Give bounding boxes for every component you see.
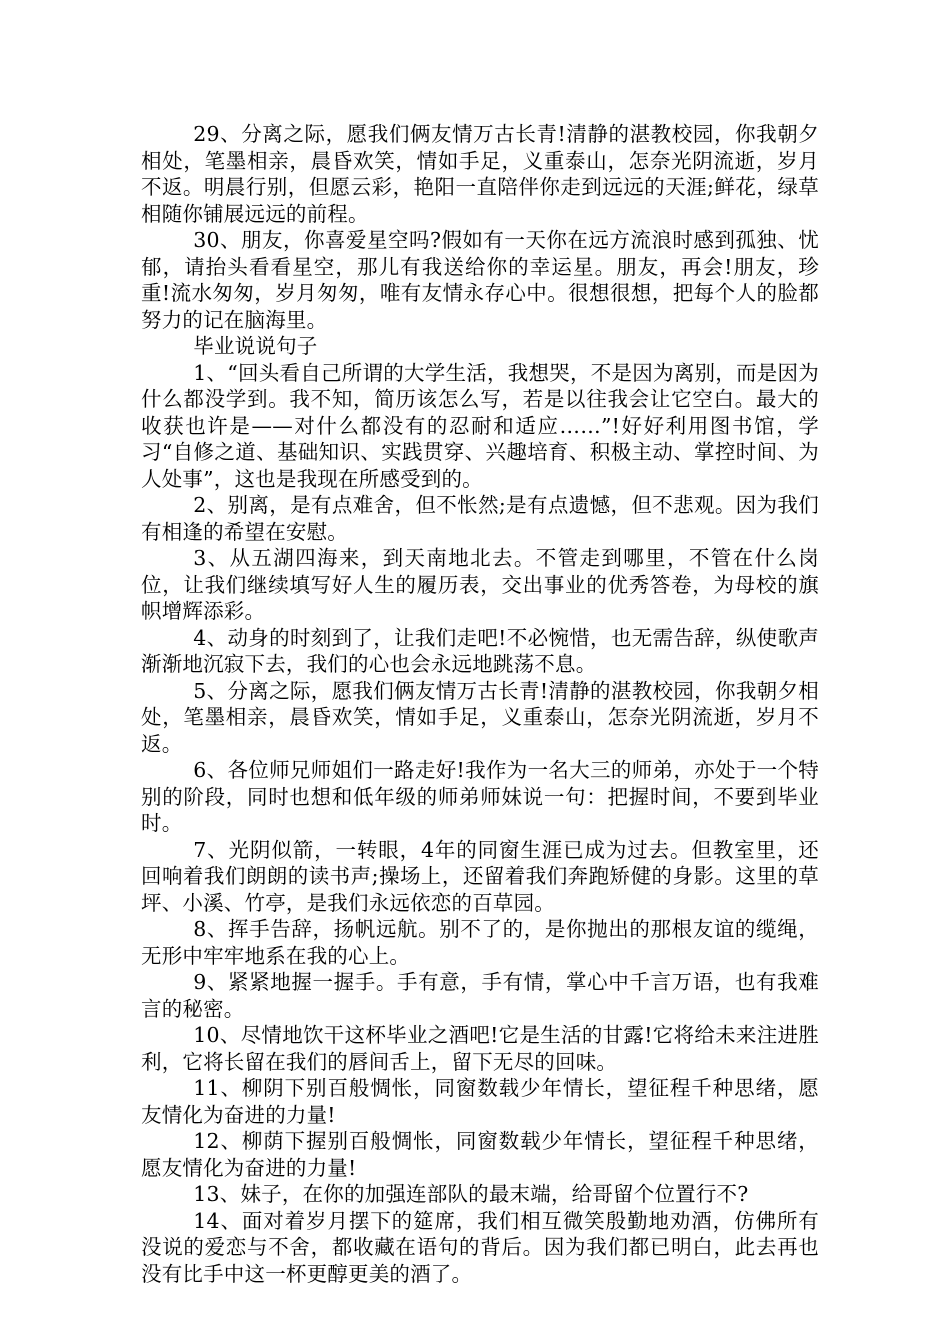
paragraph-13: 13、妹子，在你的加强连部队的最末端，给哥留个位置行不? xyxy=(193,1182,749,1206)
paragraph-30: 30、朋友，你喜爱星空吗?假如有一天你在远方流浪时感到孤独、忧郁，请抬头看看星空，那儿有我送给你的幸运星。朋友，再会!朋友，珍重!流水匆匆，岁月匆匆，唯有友情永存心中。很想很想，把每个人的脸都努力的记在脑海里。 xyxy=(141,228,819,332)
paragraph-5: 5、分离之际，愿我们俩友情万古长青!清静的湛教校园，你我朝夕相处，笔墨相亲，晨昏欢笑，情如手足，义重泰山，怎奈光阴流逝，岁月不返。 xyxy=(141,678,819,756)
section-heading: 毕业说说句子 xyxy=(193,334,318,358)
paragraph-29: 29、分离之际，愿我们俩友情万古长青!清静的湛教校园，你我朝夕相处，笔墨相亲，晨昏欢笑，情如手足，义重泰山，怎奈光阴流逝，岁月不返。明晨行别，但愿云彩，艳阳一直陪伴你走到远远的天涯;鲜花，绿草相随你铺展远远的前程。 xyxy=(141,122,819,226)
paragraph-2: 2、别离，是有点难舍，但不怅然;是有点遗憾，但不悲观。因为我们有相逢的希望在安慰。 xyxy=(141,493,819,544)
document-body xyxy=(141,121,819,1287)
paragraph-8: 8、挥手告辞，扬帆远航。别不了的，是你抛出的那根友谊的缆绳，无形中牢牢地系在我的心上。 xyxy=(141,917,819,968)
paragraph-1: 1、“回头看自己所谓的大学生活，我想哭，不是因为离别，而是因为什么都没学到。我不知，简历该怎么写，若是以往我会让它空白。最大的收获也许是——对什么都没有的忍耐和适应……”!好好利用图书馆，学习“自修之道、基础知识、实践贯穿、兴趣培育、积极主动、掌控时间、为人处事”，这也是我现在所感受到的。 xyxy=(141,360,819,491)
paragraph-11: 11、柳阴下别百般惆怅，同窗数载少年情长，望征程千种思绪，愿友情化为奋进的力量! xyxy=(141,1076,819,1127)
paragraph-10: 10、尽情地饮干这杯毕业之酒吧!它是生活的甘露!它将给未来注进胜利，它将长留在我们的唇间舌上，留下无尽的回味。 xyxy=(141,1023,819,1074)
paragraph-4: 4、动身的时刻到了，让我们走吧!不必惋惜，也无需告辞，纵使歌声渐渐地沉寂下去，我们的心也会永远地跳荡不息。 xyxy=(141,625,819,676)
paragraph-14: 14、面对着岁月摆下的筵席，我们相互微笑殷勤地劝酒，仿佛所有没说的爱恋与不舍，都收藏在语句的背后。因为我们都已明白，此去再也没有比手中这一杯更醇更美的酒了。 xyxy=(141,1208,819,1286)
paragraph-6: 6、各位师兄师姐们一路走好!我作为一名大三的师弟，亦处于一个特别的阶段，同时也想和低年级的师弟师妹说一句：把握时间，不要到毕业时。 xyxy=(141,758,819,835)
paragraph-12: 12、柳荫下握别百般惆怅，同窗数载少年情长，望征程千种思绪，愿友情化为奋进的力量! xyxy=(141,1129,819,1180)
paragraph-3: 3、从五湖四海来，到天南地北去。不管走到哪里，不管在什么岗位，让我们继续填写好人生的履历表，交出事业的优秀答卷，为母校的旗帜增辉添彩。 xyxy=(141,546,819,623)
paragraph-7: 7、光阴似箭，一转眼，4年的同窗生涯已成为过去。但教室里，还回响着我们朗朗的读书声;操场上，还留着我们奔跑矫健的身影。这里的草坪、小溪、竹亭，是我们永远依恋的百草园。 xyxy=(141,837,819,915)
paragraph-9: 9、紧紧地握一握手。手有意，手有情，掌心中千言万语，也有我难言的秘密。 xyxy=(141,970,819,1021)
